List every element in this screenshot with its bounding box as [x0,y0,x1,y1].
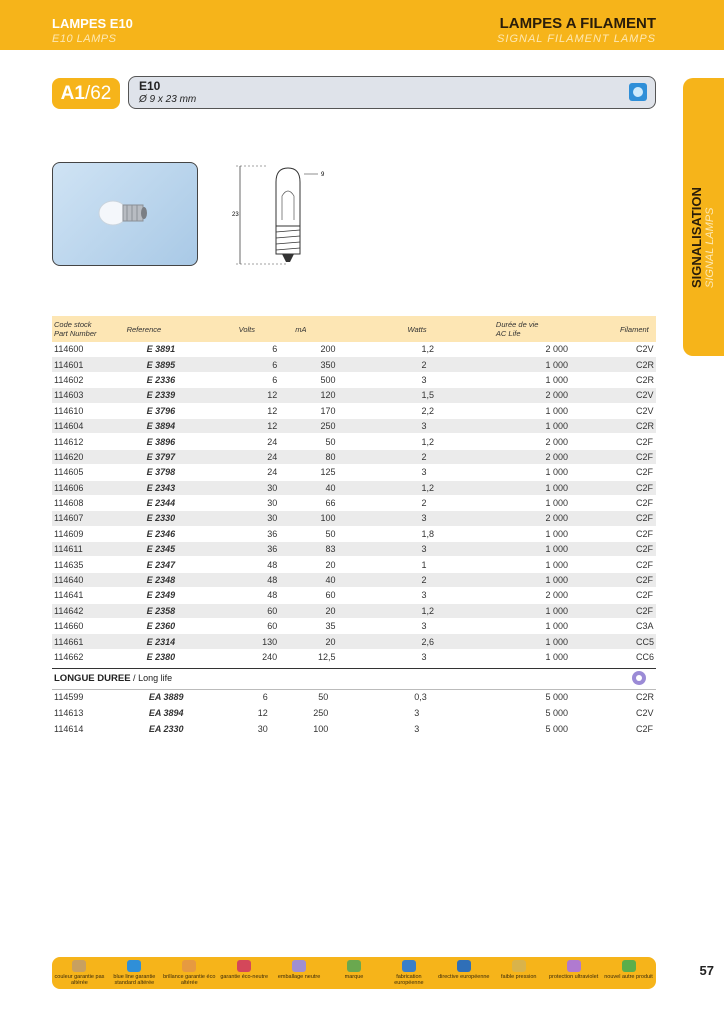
legend-icon [127,960,141,972]
cell-life: 1 000 [486,418,618,433]
cell-code: 114620 [52,449,121,464]
cell-watts: 3 [388,465,486,480]
legend-item [601,960,657,980]
cell-ref: EA 2330 [123,721,226,737]
cell-life: 1 000 [486,403,618,418]
cell-ref: E 3895 [121,357,221,372]
cell-code: 114605 [52,465,121,480]
cell-ma: 100 [279,511,387,526]
cell-ref: E 3894 [121,418,221,433]
cell-watts: 2,6 [388,634,486,649]
cell-volts: 36 [221,542,280,557]
cell-ref: EA 3894 [123,705,226,721]
side-tab [683,78,724,356]
cell-ma: 40 [279,572,387,587]
cell-code: 114635 [52,557,121,572]
cell-ref: E 2339 [121,388,221,403]
cell-life: 1 000 [486,542,618,557]
legend-icon [292,960,306,972]
legend-label: protection ultraviolet [549,974,599,980]
header-filament: Filament [618,316,656,342]
cell-watts: 3 [380,705,482,721]
legend-item [436,960,492,980]
long-life-separator: / [130,673,139,683]
cell-code: 114662 [52,649,121,664]
cell-volts: 48 [221,588,280,603]
cell-fil: C2F [618,557,656,572]
table-row [52,357,656,372]
cell-fil: C2F [618,465,656,480]
legend-item [51,960,107,986]
legend-icon [72,960,86,972]
cell-fil: C2F [618,495,656,510]
table-row [52,634,656,649]
cell-volts: 24 [221,465,280,480]
cell-ref: E 3798 [121,465,221,480]
legend-label: nouvel autre produit [604,974,653,980]
product-info-bar [128,76,656,109]
long-life-section [52,668,656,690]
cell-ma: 250 [270,705,381,721]
cell-code: 114610 [52,403,121,418]
cell-code: 114642 [52,603,121,618]
table-row [52,511,656,526]
cell-ref: E 2347 [121,557,221,572]
cell-code: 114661 [52,634,121,649]
legend-item [161,960,217,986]
cell-ref: E 3896 [121,434,221,449]
cell-life: 1 000 [486,603,618,618]
cell-volts: 24 [221,449,280,464]
legend-icon [622,960,636,972]
table-row [52,619,656,634]
cell-ma: 250 [279,418,387,433]
cell-watts: 2 [388,495,486,510]
cell-volts: 12 [221,418,280,433]
cell-fil: C2F [618,511,656,526]
cell-ma: 83 [279,542,387,557]
cell-fil: C3A [618,619,656,634]
header-reference: Reference [121,316,221,342]
cell-watts: 3 [388,619,486,634]
cell-ma: 80 [279,449,387,464]
cell-code: 114641 [52,588,121,603]
cell-code: 114640 [52,572,121,587]
cell-ref: E 2314 [121,634,221,649]
table-row [52,526,656,541]
legend-item [271,960,327,980]
legend-icon [457,960,471,972]
legend-label: faible pression [500,974,537,980]
cell-volts: 30 [221,511,280,526]
bulb-diagram-icon [228,160,338,270]
cell-life: 2 000 [486,449,618,464]
product-photo [52,162,198,266]
dimension-diagram [228,160,338,270]
cell-life: 1 000 [486,634,618,649]
cell-ma: 20 [279,603,387,618]
cell-volts: 24 [221,434,280,449]
legend-item [216,960,272,980]
cell-volts: 6 [221,342,280,357]
cell-code: 114607 [52,511,121,526]
cell-life: 1 000 [486,649,618,664]
cell-ma: 350 [279,357,387,372]
cell-volts: 30 [221,480,280,495]
legend-label: couleur garantie pas altérée [54,974,105,986]
cell-watts: 3 [388,588,486,603]
header-code-en: Part Number [54,329,97,338]
cell-life: 1 000 [486,465,618,480]
cell-fil: C2V [618,342,656,357]
cell-code: 114609 [52,526,121,541]
cell-ref: E 2345 [121,542,221,557]
cell-volts: 6 [221,372,280,387]
cell-watts: 1,5 [388,388,486,403]
page-header [0,0,724,50]
cell-ma: 12,5 [279,649,387,664]
legend-label: garantie éco-neutre [220,974,269,980]
cell-ref: E 2336 [121,372,221,387]
cell-watts: 3 [388,511,486,526]
cell-ref: E 2349 [121,588,221,603]
cell-ref: E 3797 [121,449,221,464]
legend-item [326,960,382,980]
cell-fil: CC5 [618,634,656,649]
header-volts: Volts [221,316,280,342]
cell-volts: 240 [221,649,280,664]
cell-ref: E 2343 [121,480,221,495]
table-row [52,372,656,387]
cell-fil: C2F [618,603,656,618]
table-row [52,721,656,737]
legend-label: fabrication européenne [394,974,424,986]
cell-ref: E 2346 [121,526,221,541]
header-left-subtitle: E10 LAMPS [52,33,117,45]
cell-fil: C2F [618,434,656,449]
cell-ma: 60 [279,588,387,603]
cell-ma: 200 [279,342,387,357]
cell-fil: C2R [618,418,656,433]
cell-watts: 1,2 [388,603,486,618]
cell-ref: E 2358 [121,603,221,618]
cell-life: 1 000 [486,480,618,495]
cell-watts: 2 [388,357,486,372]
product-badge [52,78,120,109]
cell-ref: E 2360 [121,619,221,634]
diagram-height-label: 23 [232,212,239,218]
cell-fil: C2F [618,542,656,557]
side-tab-title: SIGNALISATION [689,187,704,288]
cell-ref: E 2348 [121,572,221,587]
header-life-fr: Durée de vie [495,320,539,329]
cell-volts: 130 [221,634,280,649]
product-base: E10 [139,79,161,93]
cell-code: 114613 [52,705,123,721]
legend-icon [402,960,416,972]
cell-volts: 12 [226,705,270,721]
cell-ma: 20 [279,557,387,572]
legend-label: emballage neutre [277,974,321,980]
cell-fil: C2R [618,357,656,372]
cell-fil: C2R [618,372,656,387]
legend-icon [567,960,581,972]
table-row [52,588,656,603]
cell-fil: C2F [618,480,656,495]
cell-life: 1 000 [486,619,618,634]
cell-ma: 40 [279,480,387,495]
header-watts: Watts [388,316,486,342]
cell-ma: 66 [279,495,387,510]
cell-ma: 500 [279,372,387,387]
cell-volts: 6 [221,357,280,372]
cell-code: 114612 [52,434,121,449]
table-row [52,689,656,705]
cell-watts: 0,3 [380,689,482,705]
cell-code: 114603 [52,388,121,403]
cell-code: 114611 [52,542,121,557]
cell-life: 2 000 [486,388,618,403]
cell-volts: 36 [221,526,280,541]
cell-ref: E 2380 [121,649,221,664]
cell-code: 114660 [52,619,121,634]
cell-volts: 12 [221,403,280,418]
cell-life: 5 000 [482,705,618,721]
cell-life: 1 000 [486,557,618,572]
table-row [52,434,656,449]
cell-life: 2 000 [486,342,618,357]
badge-rest: /62 [84,82,112,104]
legend-icon [512,960,526,972]
table-row [52,495,656,510]
cell-ref: E 2344 [121,495,221,510]
diagram-width-label: 9 [321,172,325,178]
cell-life: 2 000 [486,588,618,603]
cell-watts: 1,8 [388,526,486,541]
cell-code: 114604 [52,418,121,433]
header-right-title: LAMPES A FILAMENT [499,15,656,32]
cell-fil: C2V [618,388,656,403]
cell-watts: 3 [388,372,486,387]
long-life-label-en: Long life [138,673,173,683]
table-row [52,418,656,433]
cell-life: 1 000 [486,357,618,372]
cell-volts: 60 [221,603,280,618]
cell-watts: 1,2 [388,434,486,449]
cell-fil: C2R [618,689,656,705]
cell-watts: 3 [388,542,486,557]
long-life-label-fr: LONGUE DUREE [54,673,131,684]
legend-bar [52,957,656,989]
legend-label: brillance garantie éco altérée [163,974,216,986]
table-row [52,572,656,587]
cell-volts: 12 [221,388,280,403]
legend-label: directive européenne [438,974,490,980]
cell-watts: 2 [388,449,486,464]
legend-item [381,960,437,986]
legend-icon [237,960,251,972]
side-tab-subtitle: SIGNAL LAMPS [704,207,716,288]
table-row [52,403,656,418]
cell-watts: 3 [388,418,486,433]
cell-life: 2 000 [486,511,618,526]
legend-item [491,960,547,980]
lamp-spec-table [52,316,656,665]
header-life-en: AC Life [495,329,521,338]
cell-ref: E 3891 [121,342,221,357]
table-row [52,388,656,403]
cell-life: 5 000 [482,689,618,705]
cell-volts: 60 [221,619,280,634]
table-row [52,449,656,464]
cell-watts: 2,2 [388,403,486,418]
cell-ref: E 3796 [121,403,221,418]
cell-volts: 48 [221,557,280,572]
cell-life: 1 000 [486,526,618,541]
header-ma: mA [279,316,387,342]
header-code-fr: Code stock [54,320,92,329]
cell-code: 114602 [52,372,121,387]
legend-item [546,960,602,980]
cell-ma: 170 [279,403,387,418]
cell-fil: C2V [618,403,656,418]
table-row [52,480,656,495]
cell-code: 114606 [52,480,121,495]
table-row [52,603,656,618]
page-number: 57 [699,963,714,978]
badge-main: A1 [60,82,85,104]
table-header-row [52,316,656,342]
cell-ma: 100 [270,721,381,737]
cell-ma: 20 [279,634,387,649]
header-right-subtitle: SIGNAL FILAMENT LAMPS [497,33,656,45]
cell-life: 1 000 [486,572,618,587]
cell-ma: 120 [279,388,387,403]
header-code [52,316,121,342]
product-dimensions: Ø 9 x 23 mm [139,94,197,105]
cell-life: 2 000 [486,434,618,449]
legend-icon [347,960,361,972]
cell-fil: C2F [618,572,656,587]
cell-watts: 1,2 [388,480,486,495]
cell-code: 114614 [52,721,123,737]
cell-watts: 3 [388,649,486,664]
cell-fil: CC6 [618,649,656,664]
cell-ma: 50 [279,526,387,541]
cell-ma: 50 [270,689,381,705]
cell-volts: 30 [221,495,280,510]
cell-code: 114608 [52,495,121,510]
cell-watts: 1 [388,557,486,572]
cell-ref: E 2330 [121,511,221,526]
long-life-label [54,673,172,684]
cell-ma: 50 [279,434,387,449]
cell-code: 114599 [52,689,123,705]
legend-label: marque [344,974,364,980]
cell-life: 1 000 [486,495,618,510]
header-life [486,316,618,342]
long-life-icon [632,671,646,685]
cell-fil: C2V [618,705,656,721]
legend-label: blue line garantie standard altérée [113,974,156,986]
table-row [52,342,656,357]
cell-volts: 6 [226,689,270,705]
table-row [52,705,656,721]
cell-life: 5 000 [482,721,618,737]
table-row [52,557,656,572]
legend-icon [182,960,196,972]
long-life-table [52,689,656,737]
cell-volts: 48 [221,572,280,587]
cell-life: 1 000 [486,372,618,387]
bulb-photo-icon [53,163,197,265]
cell-fil: C2F [618,449,656,464]
cell-watts: 1,2 [388,342,486,357]
cell-watts: 3 [380,721,482,737]
cell-code: 114600 [52,342,121,357]
cell-fil: C2F [618,588,656,603]
cell-volts: 30 [226,721,270,737]
legend-item [106,960,162,986]
table-row [52,542,656,557]
cell-ma: 35 [279,619,387,634]
lamp-type-icon [629,83,647,101]
cell-fil: C2F [618,526,656,541]
cell-watts: 2 [388,572,486,587]
cell-ref: EA 3889 [123,689,226,705]
table-row [52,649,656,664]
cell-fil: C2F [618,721,656,737]
header-left-title: LAMPES E10 [52,16,133,31]
cell-code: 114601 [52,357,121,372]
cell-ma: 125 [279,465,387,480]
table-row [52,465,656,480]
